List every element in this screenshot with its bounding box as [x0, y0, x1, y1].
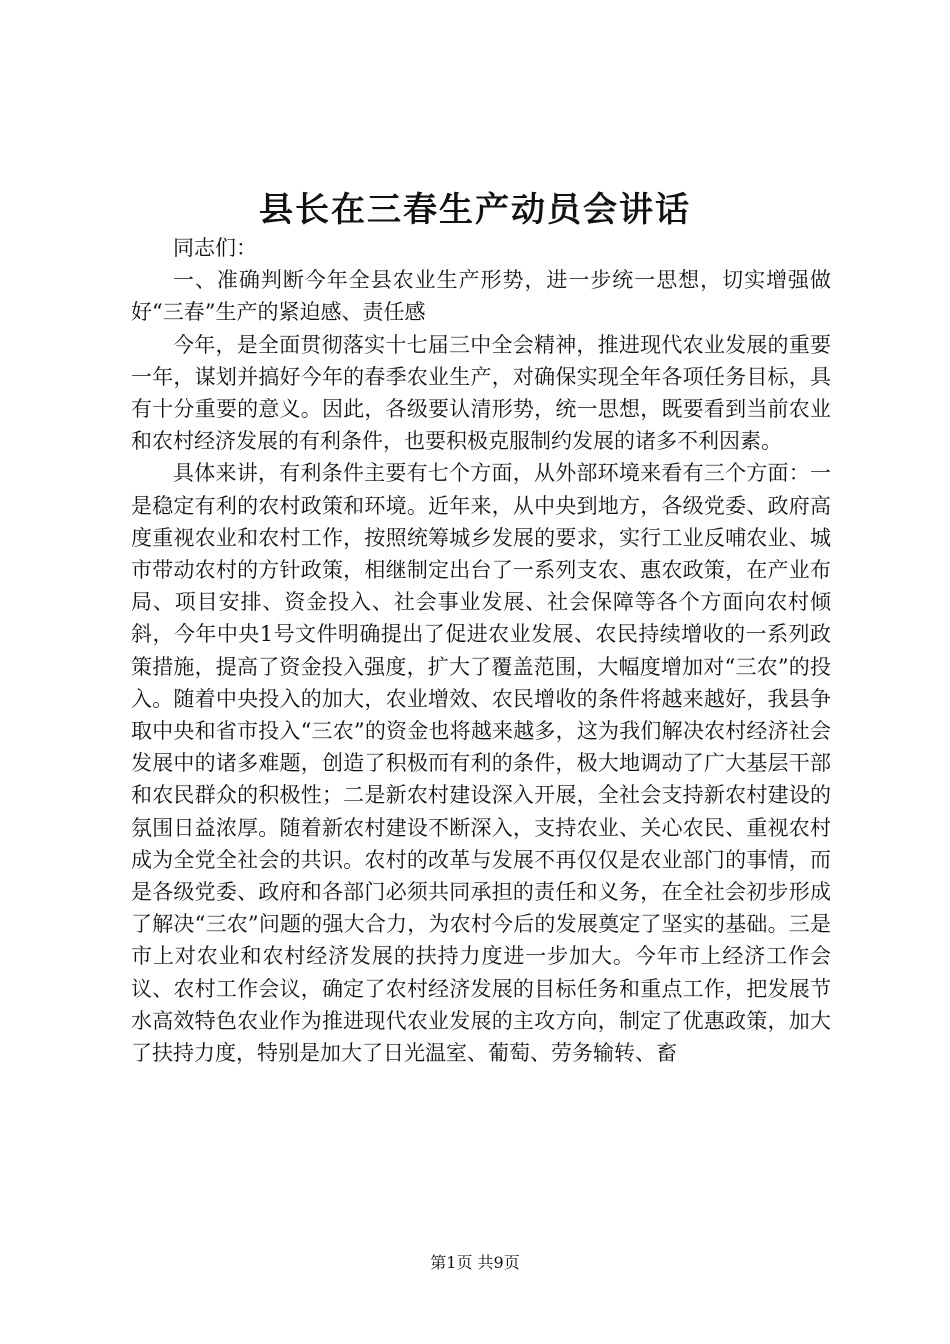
salutation-paragraph: 同志们： [173, 236, 257, 260]
body-paragraph: 今年，是全面贯彻落实十七届三中全会精神，推进现代农业发展的重要一年，谋划并搞好今年的春季农业生产，对确保实现全年各项任务目标，具有十分重要的意义。因此，各级要认清形势，统一思想，既要看到当前农业和农村经济发展的有利条件，也要积极克服制约发展的诸多不利因素。 [131, 332, 831, 454]
document-title: 县长在三春生产动员会讲话 [259, 190, 691, 230]
body-paragraph: 具体来讲，有利条件主要有七个方面，从外部环境来看有三个方面：一是稳定有利的农村政策和环境。近年来，从中央到地方，各级党委、政府高度重视农业和农村工作，按照统筹城乡发展的要求，实行工业反哺农业、城市带动农村的方针政策，相继制定出台了一系列支农、惠农政策，在产业布局、项目安排、资金投入、社会事业发展、社会保障等各个方面向农村倾斜，今年中央1号文件明确提出了促进农业发展、农民持续增收的一系列政策措施，提高了资金投入强度，扩大了覆盖范围，大幅度增加对“三农”的投入。随着中央投入的加大，农业增效、农民增收的条件将越来越好，我县争取中央和省市投入“三农”的资金也将越来越多，这为我们解决农村经济社会发展中的诸多难题，创造了积极而有利的条件，极大地调动了广大基层干部和农民群众的积极性；二是新农村建设深入开展，全社会支持新农村建设的氛围日益浓厚。随着新农村建设不断深入，支持农业、关心农民、重视农村成为全党全社会的共识。农村的改革与发展不再仅仅是农业部门的事情，而是各级党委、政府和各部门必须共同承担的责任和义务，在全社会初步形成了解决“三农”问题的强大合力，为农村今后的发展奠定了坚实的基础。三是市上对农业和农村经济发展的扶持力度进一步加大。今年市上经济工作会议、农村工作会议，确定了农村经济发展的目标任务和重点工作，把发展节水高效特色农业作为推进现代农业发展的主攻方向，制定了优惠政策，加大了扶持力度，特别是加大了日光温室、葡萄、劳务输转、畜 [131, 461, 831, 1066]
document-body [131, 232, 831, 1069]
section-heading-paragraph: 一、准确判断今年全县农业生产形势，进一步统一思想，切实增强做好“三春”生产的紧迫感、责任感 [131, 268, 831, 325]
page-number-footer: 第1页 共9页 [430, 1253, 520, 1272]
